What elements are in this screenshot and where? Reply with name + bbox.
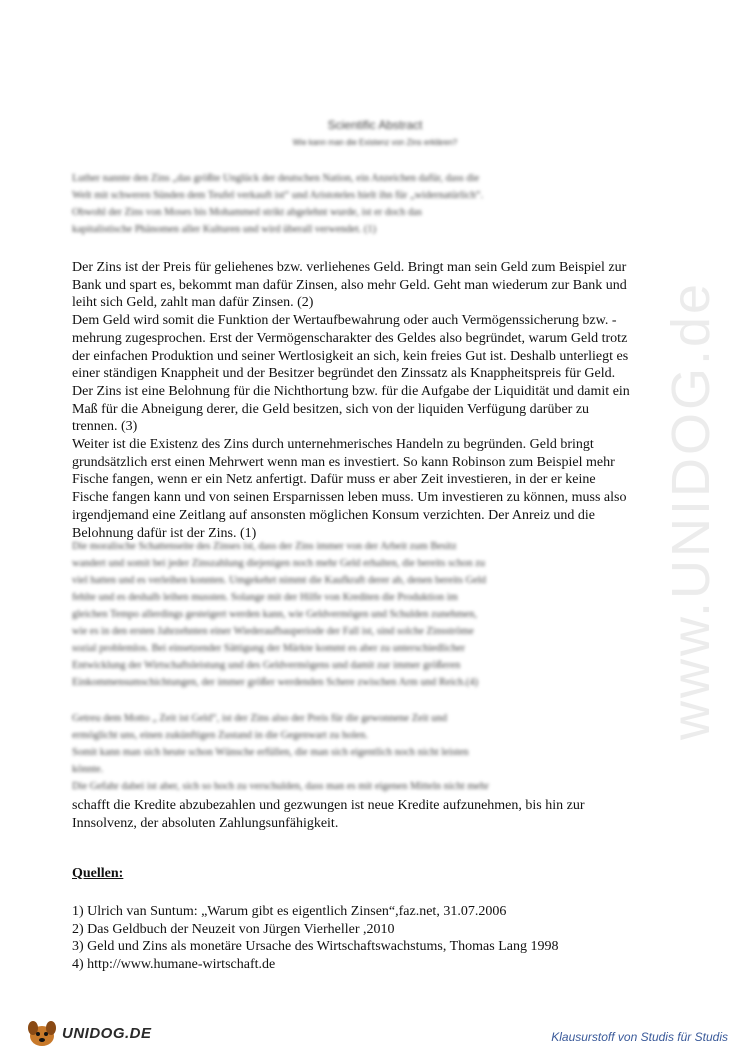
text-line: Der Zins ist der Preis für geliehenes bzw. verliehenes Geld. Bringt man sein Geld zum Beispiel zur [72, 260, 627, 275]
text-line: leiht sich Geld, zahlt man dafür Zinsen. (2) [72, 295, 314, 311]
document-subtitle: Wie kann man die Existenz von Zins erklären? [292, 138, 458, 147]
sources-list [72, 903, 558, 973]
text-line: trennen. (3) [72, 419, 138, 435]
source-item: 4) http://www.humane-wirtschaft.de [72, 956, 276, 972]
blurred-intro-paragraph [72, 170, 682, 238]
text-line: viel hatten und es verleihen konnten. Umgekehrt nimmt die Kaufkraft derer ab, denen bereits Geld [72, 575, 487, 586]
text-line: mehrung zugesprochen. Erst der Vermögenscharakter des Geldes also begründet, warum Geld trotz [72, 330, 628, 346]
text-line: Belohnung dafür ist der Zins. (1) [72, 525, 257, 541]
logo-text: UNIDOG.DE [62, 1024, 152, 1042]
text-line: Fische fangen kann und von seinen Ersparnissen leben muss. Um investieren zu können, muss also [72, 490, 627, 506]
text-line: Die Gefahr dabei ist aber, sich so hoch zu verschulden, dass man es mit eigenen Mitteln nicht mehr [72, 781, 489, 792]
text-line: grundsätzlich erst einen Mehrwert wenn man es investiert. So kann Robinson zum Beispiel mehr [72, 454, 615, 470]
text-line: gleichen Tempo allerdings gesteigert werden kann, wie Geldvermögen und Schulden zunehmen, [72, 609, 477, 620]
text-line: einer ständigen Knappheit und der Besitzer begründet den Zinssatz als Knappheitspreis für Geld. [72, 366, 616, 382]
footer-tagline: Klausurstoff von Studis für Studis [551, 1030, 728, 1044]
body-text [72, 259, 682, 542]
text-line: fehlte und es deshalb leihen mussten. Solange mit der Hilfe von Krediten die Produktion im [72, 592, 458, 603]
watermark: www.UNIDOG.de [661, 280, 721, 740]
source-item: 1) Ulrich van Suntum: „Warum gibt es eigentlich Zinsen“,faz.net, 31.07.2006 [72, 904, 507, 919]
text-line: der einfachen Produktion und seiner Wertlosigkeit an sich, kein freies Gut ist. Deshalb unterliegt es [72, 348, 629, 364]
text-line: Luther nannte den Zins „das größte Unglück der deutschen Nation, ein Anzeichen dafür, dass die [72, 173, 480, 184]
text-line: Entwicklung der Wirtschaftsleistung und des Geldvermögens und damit zur immer größeren [72, 660, 461, 671]
sources-heading: Quellen: [72, 866, 124, 881]
dog-icon [24, 1018, 60, 1048]
text-line: wie es in den ersten Jahrzehnten einer Wiederaufbauperiode der Fall ist, sind solche Zinsströme [72, 626, 474, 637]
unidog-logo [24, 1018, 152, 1048]
text-line: sozial problemlos. Bei einsetzender Sättigung der Märkte kommt es aber zu unterschiedlicher [72, 643, 466, 654]
text-line: Weiter ist die Existenz des Zins durch unternehmerisches Handeln zu begründen. Geld bringt [72, 437, 594, 453]
text-line: irgendjemand eine Zeitlang auf ansonsten möglichen Konsum verzichten. Der Anreiz und die [72, 507, 596, 523]
blurred-middle-paragraph [72, 538, 682, 691]
text-line: wandert und somit bei jeder Zinszahlung diejenigen noch mehr Geld erhalten, die bereits schon zu [72, 558, 486, 569]
text-line: schafft die Kredite abzubezahlen und gezwungen ist neue Kredite aufzunehmen, bis hin zur [72, 798, 585, 813]
text-line: Die moralische Schattenseite des Zinses ist, dass der Zins immer von der Arbeit zum Besitz [72, 541, 457, 552]
text-line: Innsolvenz, der absoluten Zahlungsunfähigkeit. [72, 815, 339, 831]
text-line: Somit kann man sich heute schon Wünsche erfüllen, die man sich eigentlich noch nicht leisten [72, 747, 469, 758]
text-line: Welt mit schweren Sünden dem Teufel verkauft ist“ und Aristoteles hielt ihn für „widernatürlich“. [72, 190, 484, 201]
source-item: 3) Geld und Zins als monetäre Ursache des Wirtschaftswachstums, Thomas Lang 1998 [72, 939, 559, 954]
text-line: Getreu dem Motto „ Zeit ist Geld“, ist der Zins also der Preis für die gewonnene Zeit und [72, 713, 447, 724]
text-line: Obwohl der Zins von Moses bis Mohammed strikt abgelehnt wurde, ist er doch das [72, 207, 422, 218]
document-title: Scientific Abstract [327, 118, 423, 132]
closing-text [72, 797, 682, 832]
text-line: ermöglicht uns, einen zukünftigen Zustand in die Gegenwart zu holen. [72, 730, 368, 741]
source-item: 2) Das Geldbuch der Neuzeit von Jürgen Vierheller ,2010 [72, 921, 395, 937]
text-line: Maß für die Abneigung derer, die Geld besitzen, sich von der liquiden Verfügung darüber zu [72, 401, 590, 417]
text-line: Einkommensumschichtungen, der immer größer werdenden Schere zwischen Arm und Reich.(4) [72, 677, 479, 688]
text-line: Dem Geld wird somit die Funktion der Wertaufbewahrung oder auch Vermögenssicherung bzw. - [72, 313, 617, 329]
text-line: Der Zins ist eine Belohnung für die Nichthortung bzw. für die Aufgabe der Liquidität und damit ein [72, 383, 630, 399]
text-line: Bank und spart es, bekommt man dafür Zinsen, also mehr Geld. Geht man wiederum zur Bank und [72, 277, 627, 293]
blurred-lower-paragraph [72, 710, 682, 795]
text-line: Fische fangen, wenn er ein Netz anfertigt. Dafür muss er aber Zeit investieren, in der er keine [72, 472, 596, 488]
text-line: könnte. [72, 764, 104, 775]
text-line: kapitalistische Phänomen aller Kulturen und wird überall verwendet. (1) [72, 224, 377, 235]
